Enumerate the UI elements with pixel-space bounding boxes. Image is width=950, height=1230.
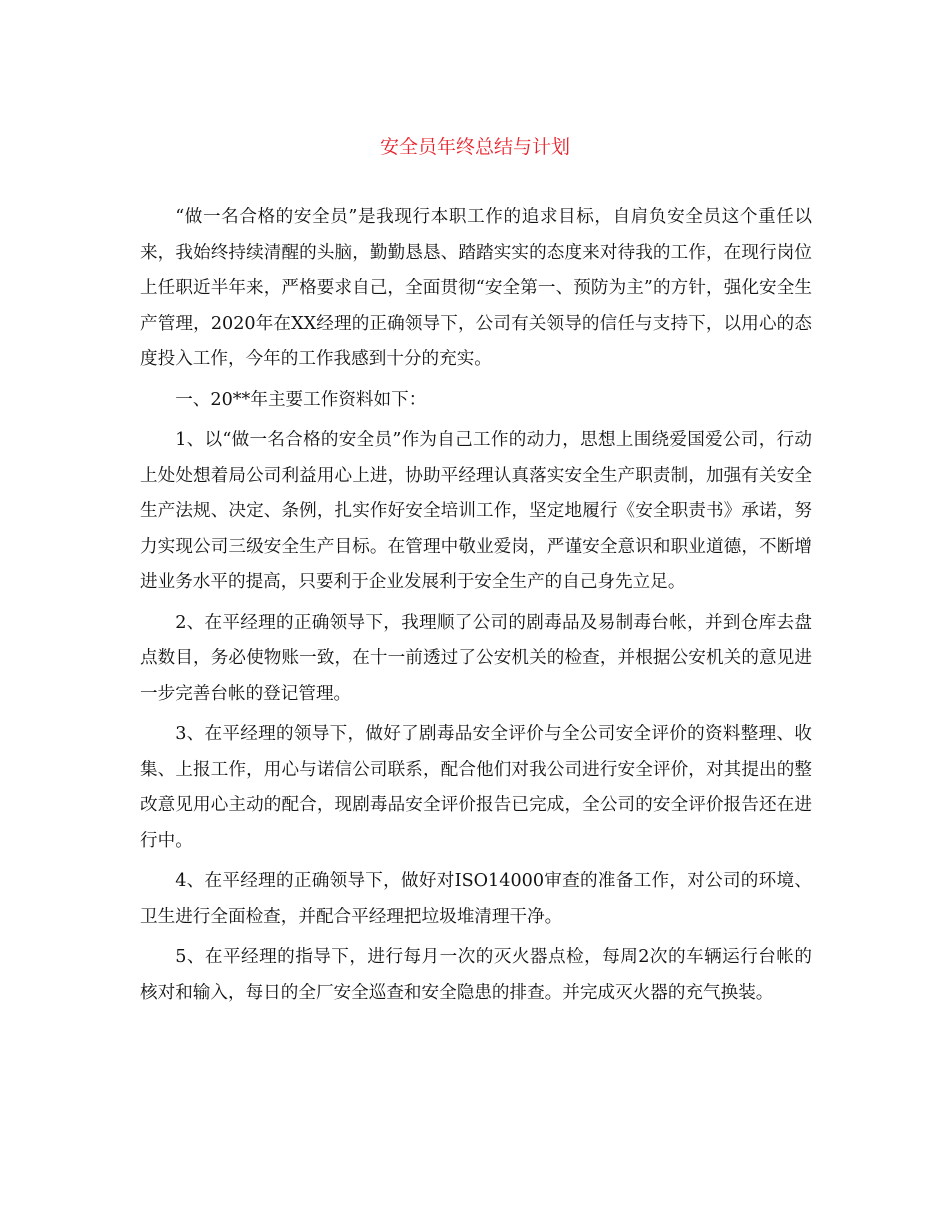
- paragraph-item-3: 3、在平经理的领导下，做好了剧毒品安全评价与全公司安全评价的资料整理、收集、上报工作，用心与诺信公司联系，配合他们对我公司进行安全评价，对其提出的整改意见用心主动的配合，现剧毒品安全评价报告已完成，全公司的安全评价报告还在进行中。: [140, 724, 812, 851]
- document-title: 安全员年终总结与计划: [379, 136, 570, 158]
- paragraph-intro: “做一名合格的安全员”是我现行本职工作的追求目标，自肩负安全员这个重任以来，我始终持续清醒的头脑，勤勤恳恳、踏踏实实的态度来对待我的工作，在现行岗位上任职近半年来，严格要求自己，全面贯彻“安全第一、预防为主”的方针，强化安全生产管理，2020年在XX经理的正确领导下，公司有关领导的信任与支持下，以用心的态度投入工作，今年的工作我感到十分的充实。: [140, 207, 812, 369]
- paragraph-item-4: 4、在平经理的正确领导下，做好对ISO14000审查的准备工作，对公司的环境、卫生进行全面检查，并配合平经理把垃圾堆清理干净。: [140, 871, 812, 927]
- section-heading: 一、20**年主要工作资料如下：: [175, 389, 427, 410]
- paragraph-item-1: 1、以“做一名合格的安全员”作为自己工作的动力，思想上围绕爱国爱公司，行动上处处想着局公司利益用心上进，协助平经理认真落实安全生产职责制，加强有关安全生产法规、决定、条例，扎实作好安全培训工作，坚定地履行《安全职责书》承诺，努力实现公司三级安全生产目标。在管理中敬业爱岗，严谨安全意识和职业道德，不断增进业务水平的提高，只要利于企业发展利于安全生产的自己身先立足。: [140, 430, 812, 592]
- document-body: [140, 200, 812, 1016]
- paragraph-item-5: 5、在平经理的指导下，进行每月一次的灭火器点检，每周2次的车辆运行台帐的核对和输入，每日的全厂安全巡查和安全隐患的排查。并完成灭火器的充气换装。: [140, 947, 812, 1003]
- paragraph-item-2: 2、在平经理的正确领导下，我理顺了公司的剧毒品及易制毒台帐，并到仓库去盘点数目，务必使物账一致，在十一前透过了公安机关的检查，并根据公安机关的意见进一步完善台帐的登记管理。: [140, 612, 812, 704]
